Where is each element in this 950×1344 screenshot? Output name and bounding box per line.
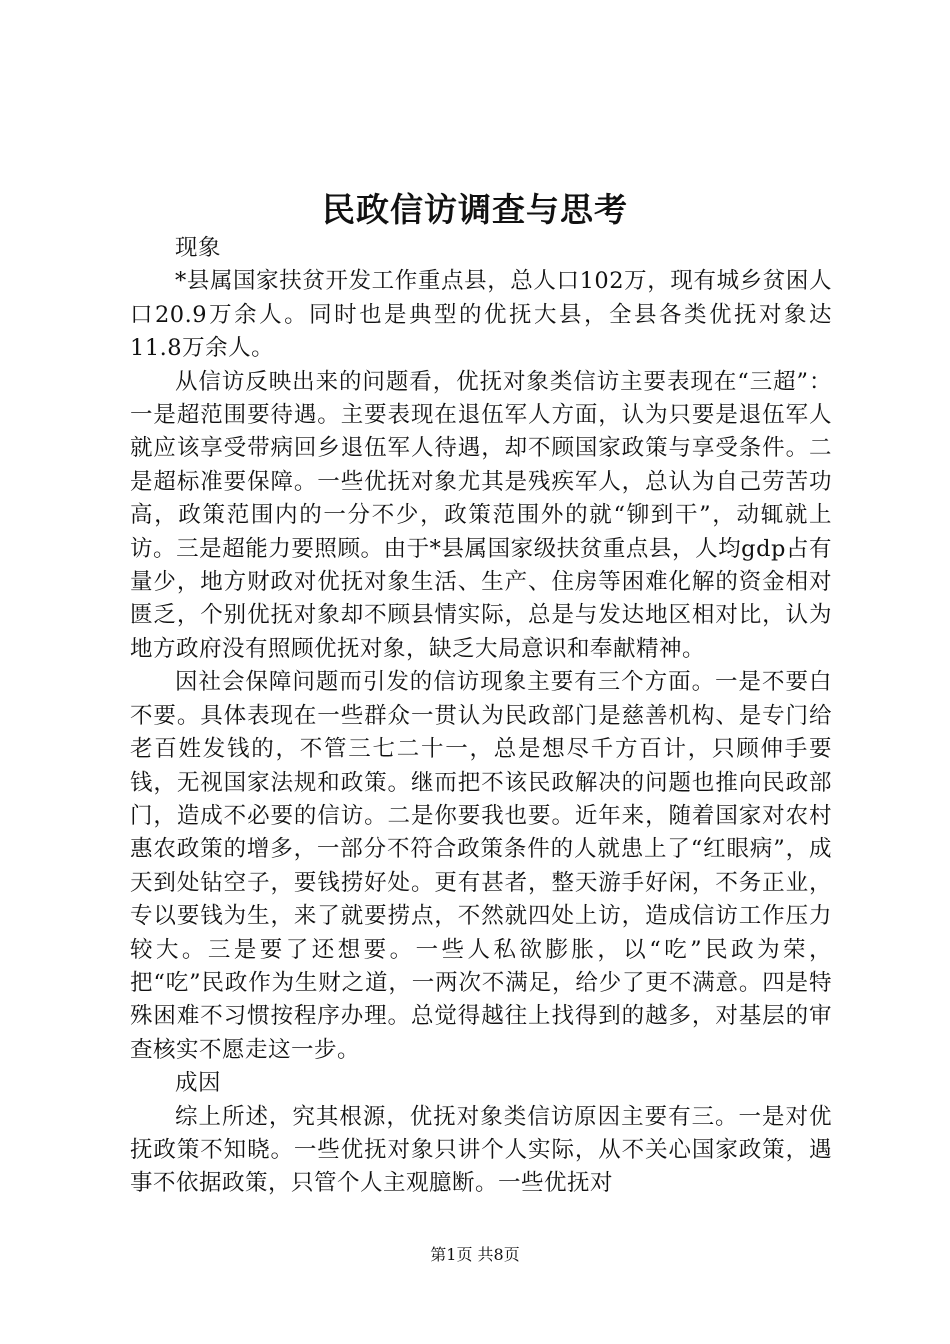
body-paragraph: 从信访反映出来的问题看，优抚对象类信访主要表现在“三超”：一是超范围要待遇。主要表现在退伍军人方面，认为只要是退伍军人就应该享受带病回乡退伍军人待遇，却不顾国家政策与享受条件。二是超标准要保障。一些优抚对象尤其是残疾军人，总认为自己劳苦功高，政策范围内的一分不少，政策范围外的就“铆到干”，动辄就上访。三是超能力要照顾。由于*县属国家级扶贫重点县，人均gdp占有量少，地方财政对优抚对象生活、生产、住房等困难化解的资金相对匮乏，个别优抚对象却不顾县情实际，总是与发达地区相对比，认为地方政府没有照顾优抚对象，缺乏大局意识和奉献精神。 xyxy=(130,368,832,662)
section-heading-causes: 成因 xyxy=(175,1070,222,1097)
section-heading-phenomenon: 现象 xyxy=(175,235,222,261)
page-number-footer: 第1页 共8页 xyxy=(430,1245,520,1264)
body-paragraph: *县属国家扶贫开发工作重点县，总人口102万，现有城乡贫困人口20.9万余人。同时也是典型的优抚大县，全县各类优抚对象达11.8万余人。 xyxy=(130,268,832,362)
document-body xyxy=(130,232,832,1201)
body-paragraph: 综上所述，究其根源，优抚对象类信访原因主要有三。一是对优抚政策不知晓。一些优抚对象只讲个人实际，从不关心国家政策，遇事不依据政策，只管个人主观臆断。一些优抚对 xyxy=(130,1103,832,1197)
document-title: 民政信访调查与思考 xyxy=(322,190,628,229)
body-paragraph: 因社会保障问题而引发的信访现象主要有三个方面。一是不要白不要。具体表现在一些群众一贯认为民政部门是慈善机构、是专门给老百姓发钱的，不管三七二十一，总是想尽千方百计，只顾伸手要钱，无视国家法规和政策。继而把不该民政解决的问题也推向民政部门，造成不必要的信访。二是你要我也要。近年来，随着国家对农村惠农政策的增多，一部分不符合政策条件的人就患上了“红眼病”，成天到处钻空子，要钱捞好处。更有甚者，整天游手好闲，不务正业，专以要钱为生，来了就要捞点，不然就四处上访，造成信访工作压力较大。三是要了还想要。一些人私欲膨胀，以“吃”民政为荣，把“吃”民政作为生财之道，一两次不满足，给少了更不满意。四是特殊困难不习惯按程序办理。总觉得越往上找得到的越多，对基层的审查核实不愿走这一步。 xyxy=(130,669,832,1063)
